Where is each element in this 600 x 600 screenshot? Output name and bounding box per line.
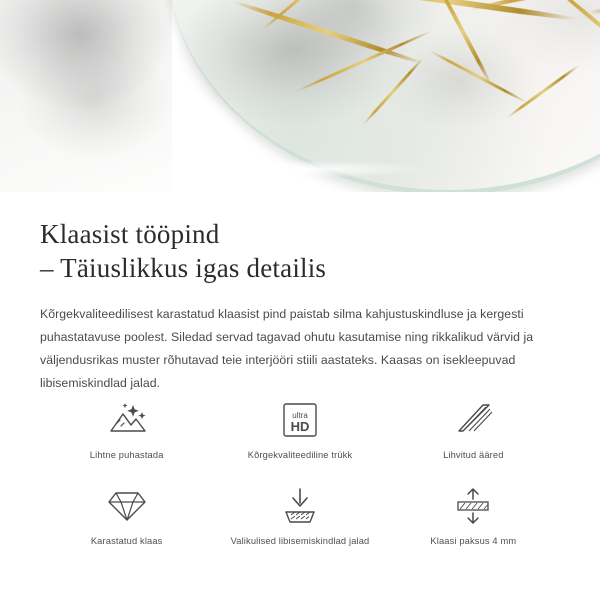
diamond-icon (106, 486, 148, 526)
anti-slip-feet-icon (280, 486, 320, 526)
thickness-arrows-icon (453, 486, 493, 526)
feature-label: Lihvitud ääred (443, 450, 504, 460)
feature-label: Kõrgekvaliteediline trükk (247, 450, 353, 460)
page-title (40, 217, 600, 285)
hero-left-background (0, 0, 172, 192)
feature-item (387, 400, 560, 460)
feature-label: Klaasi paksus 4 mm (430, 536, 517, 546)
feature-label: Lihtne puhastada (89, 450, 164, 460)
svg-text:ultra: ultra (292, 411, 308, 420)
marble-smoke (20, 40, 170, 160)
feature-item (40, 400, 213, 460)
glass-edge-highlight (180, 160, 430, 178)
feature-label: Karastatud klaas (90, 536, 163, 546)
sparkle-wipe-icon (105, 400, 149, 440)
title-line-1: Klaasist tööpind (40, 219, 220, 249)
svg-text:HD: HD (290, 419, 310, 434)
feature-item (213, 486, 386, 546)
feature-item (213, 400, 386, 460)
product-description-text: Kõrgekvaliteedilisest karastatud klaasist pind paistab silma kahjustuskindluse ja kergesti puhastatavuse poolest. Siledad servad tagavad ohutu kasutamise ning rikkalikud värvid ja väljendusrikas muster rõhutavad teie interjööri stiili aastateks. Kaasas on isekleepuvad libisemiskindlad jalad. (40, 307, 534, 390)
feature-grid (40, 400, 560, 546)
polished-edges-icon (453, 400, 493, 440)
feature-label: Valikulised libisemiskindlad jalad (230, 536, 370, 546)
title-line-2: – Täiuslikkus igas detailis (40, 253, 327, 283)
hero-image (0, 0, 600, 192)
ultra-hd-icon (280, 400, 320, 440)
feature-item (387, 486, 560, 546)
feature-item (40, 486, 213, 546)
text-content (0, 192, 600, 395)
